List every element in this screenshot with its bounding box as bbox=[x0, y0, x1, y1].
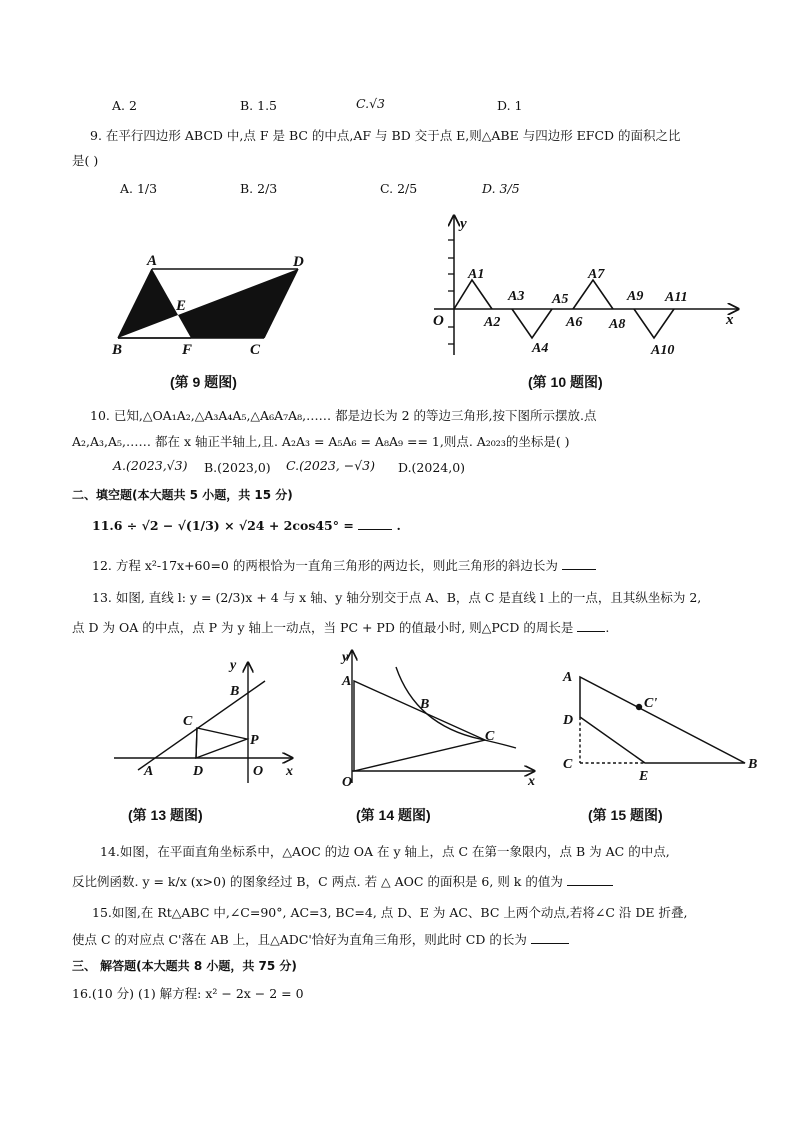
q11-expression: 11.6 ÷ √2 − √(1/3) × √24 + 2cos45° = bbox=[92, 518, 354, 533]
q14-line-1: 14.如图，在平面直角坐标系中，△AOC 的边 OA 在 y 轴上，点 C 在第一象限内，点 B 为 AC 的中点, bbox=[100, 844, 670, 859]
fig13-label-d: D bbox=[193, 764, 204, 779]
fig10-label-y: y bbox=[460, 216, 467, 232]
fig14-label-y: y bbox=[342, 650, 349, 665]
q9-option-b: B. 2/3 bbox=[240, 181, 278, 196]
fig9-label-a: A bbox=[147, 253, 158, 269]
q14-line-2-wrap bbox=[72, 872, 613, 890]
quad-efcd bbox=[178, 269, 298, 338]
q8-option-c: C.√3 bbox=[356, 96, 386, 111]
fig14-label-o: O bbox=[342, 775, 353, 790]
figure-13 bbox=[110, 655, 310, 790]
q15-line-2: 使点 C 的对应点 C'落在 AB 上，且△ADC'恰好为直角三角形，则此时 CD 的长为 bbox=[72, 932, 527, 947]
q15-line-2-wrap bbox=[72, 930, 569, 948]
q11-answer-blank bbox=[358, 518, 392, 530]
fig10-label-a7: A7 bbox=[588, 267, 605, 282]
fig10-label-a2: A2 bbox=[484, 315, 501, 330]
figure-13-caption: (第 13 题图) bbox=[128, 807, 203, 823]
q10-option-a: A.(2023,√3) bbox=[113, 458, 188, 473]
fig14-label-x: x bbox=[528, 774, 535, 789]
q15-line-1: 15.如图,在 Rt△ABC 中,∠C=90°, AC=3, BC=4, 点 D、E 为 AC、BC 上两个动点,若将∠C 沿 DE 折叠, bbox=[92, 905, 688, 920]
fig10-label-a6: A6 bbox=[566, 315, 583, 330]
fig10-zigzag bbox=[454, 280, 492, 309]
fig9-label-b: B bbox=[112, 342, 123, 358]
fig15-point-cprime bbox=[636, 704, 642, 710]
fig15-label-a: A bbox=[563, 670, 573, 685]
fig10-label-a10: A10 bbox=[651, 343, 675, 358]
q13-line-2-wrap: 点 D 为 OA 的中点，点 P 为 y 轴上一动点，当 PC + PD 的值最小时, 则△PCD 的周长是 . bbox=[72, 620, 610, 635]
fig10-label-a3: A3 bbox=[508, 289, 525, 304]
figure-15-caption: (第 15 题图) bbox=[588, 807, 663, 823]
fig10-label-a8: A8 bbox=[609, 317, 626, 332]
q10-line-2: A₂,A₃,A₅,…… 都在 x 轴正半轴上,且. A₂A₃ = A₅A₆ = A₈A₉ == 1,则点. A₂₀₂₃的坐标是( ) bbox=[72, 434, 570, 449]
q8-option-a: A. 2 bbox=[112, 98, 137, 113]
fig9-label-e: E bbox=[176, 298, 187, 314]
triangle-abe bbox=[118, 269, 178, 338]
fig14-label-c: C bbox=[485, 729, 495, 744]
q8-option-b: B. 1.5 bbox=[240, 98, 278, 113]
q9-line-2: 是( ) bbox=[72, 153, 99, 168]
q10-line-1: 10. 已知,△OA₁A₂,△A₃A₄A₅,△A₆A₇A₈,…… 都是边长为 2 的等边三角形,按下图所示摆放.点 bbox=[90, 408, 597, 423]
q12-question: 12. 方程 x²-17x+60=0 的两根恰为一直角三角形的两边长，则此三角形的斜边长为 bbox=[92, 558, 558, 573]
q13-answer-blank bbox=[577, 620, 605, 632]
q9-line-1: 9. 在平行四边形 ABCD 中,点 F 是 BC 的中点,AF 与 BD 交于点 E,则△ABE 与四边形 EFCD 的面积之比 bbox=[90, 128, 681, 143]
fig13-label-b: B bbox=[230, 684, 240, 699]
q8-option-d: D. 1 bbox=[497, 98, 523, 113]
fig15-label-c: C bbox=[563, 757, 573, 772]
fig14-label-b: B bbox=[420, 697, 430, 712]
q14-line-2: 反比例函数. y = k/x (x>0) 的图象经过 B，C 两点. 若 △ AOC 的面积是 6, 则 k 的值为 bbox=[72, 874, 563, 889]
figure-15 bbox=[555, 660, 770, 790]
q10-option-b: B.(2023,0) bbox=[204, 460, 271, 475]
figure-10-caption: (第 10 题图) bbox=[528, 374, 603, 390]
fig14-label-a: A bbox=[342, 674, 352, 689]
figure-9-caption: (第 9 题图) bbox=[170, 374, 237, 390]
q12-text bbox=[92, 556, 596, 574]
fig9-label-f: F bbox=[182, 342, 193, 358]
fig13-label-o: O bbox=[253, 764, 264, 779]
q9-option-d: D. 3/5 bbox=[482, 181, 520, 196]
fig10-label-o: O bbox=[433, 313, 444, 329]
q9-option-c: C. 2/5 bbox=[380, 181, 418, 196]
fig10-label-a5: A5 bbox=[552, 292, 569, 307]
fig13-label-a: A bbox=[144, 764, 154, 779]
fig13-label-p: P bbox=[250, 733, 259, 748]
section-3-heading: 三、 解答题(本大题共 8 小题，共 75 分) bbox=[72, 959, 297, 973]
q15-answer-blank bbox=[531, 932, 569, 944]
figure-9-parallelogram bbox=[100, 250, 330, 365]
q16-text: 16.(10 分) (1) 解方程: x² − 2x − 2 = 0 bbox=[72, 986, 304, 1001]
figure-10-triangles bbox=[420, 210, 750, 360]
q9-option-a: A. 1/3 bbox=[120, 181, 158, 196]
q10-option-c: C.(2023, −√3) bbox=[286, 458, 375, 473]
fig15-label-d: D bbox=[563, 713, 574, 728]
fig14-triangle-aoc bbox=[354, 681, 485, 771]
q12-answer-blank bbox=[562, 558, 596, 570]
fig10-label-a9: A9 bbox=[627, 289, 644, 304]
fig10-label-x: x bbox=[726, 312, 734, 328]
section-2-heading: 二、填空题(本大题共 5 小题，共 15 分) bbox=[72, 488, 293, 502]
fig10-label-a11: A11 bbox=[665, 290, 688, 305]
fig15-label-e: E bbox=[639, 769, 649, 784]
fig13-label-y: y bbox=[230, 658, 237, 673]
q14-answer-blank bbox=[567, 874, 613, 886]
fig13-triangle-pcd bbox=[196, 728, 247, 758]
fig15-folded-shape bbox=[580, 677, 745, 763]
fig9-label-c: C bbox=[250, 342, 261, 358]
fig10-label-a1: A1 bbox=[468, 267, 485, 282]
q11-text: 11.6 ÷ √2 − √(1/3) × √24 + 2cos45° = . bbox=[92, 518, 401, 533]
fig13-label-x: x bbox=[286, 764, 293, 779]
fig13-label-c: C bbox=[183, 714, 193, 729]
q13-line-1: 13. 如图, 直线 l: y = (2/3)x + 4 与 x 轴、y 轴分别交于点 A、B，点 C 是直线 l 上的一点，且其纵坐标为 2, bbox=[92, 590, 702, 605]
fig15-label-b: B bbox=[748, 757, 758, 772]
fig9-label-d: D bbox=[293, 254, 304, 270]
figure-14 bbox=[330, 645, 550, 790]
fig15-label-cprime: C' bbox=[644, 696, 658, 711]
fig10-label-a4: A4 bbox=[532, 341, 549, 356]
q10-option-d: D.(2024,0) bbox=[398, 460, 466, 475]
q13-line-2: 点 D 为 OA 的中点，点 P 为 y 轴上一动点，当 PC + PD 的值最小时, 则△PCD 的周长是 bbox=[72, 620, 574, 635]
figure-14-caption: (第 14 题图) bbox=[356, 807, 431, 823]
